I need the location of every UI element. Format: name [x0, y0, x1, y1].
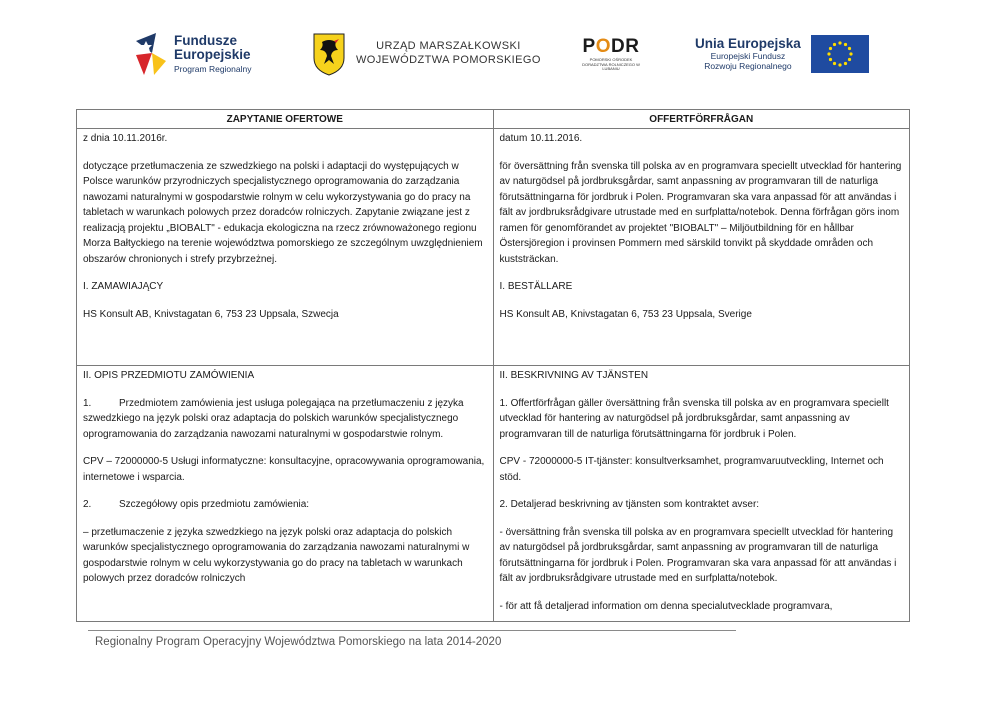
- cell-swedish-intro: [493, 129, 910, 366]
- pl-orderer: HS Konsult AB, Knivstagatan 6, 753 23 Uppsala, Szwecja: [83, 308, 339, 320]
- podr-logo-subtitle: POMORSKI OŚRODEK DORADZTWA ROLNICZEGO W LUBANIU: [582, 56, 640, 72]
- unia-europejska-logo: [695, 26, 869, 82]
- pl-item2-text: Szczegółowy opis przedmiotu zamówienia:: [119, 499, 310, 510]
- pl-section2-title: II. OPIS PRZEDMIOTU ZAMÓWIENIA: [83, 370, 255, 381]
- urzad-marszalkowski-logo: [312, 26, 541, 82]
- pl-item1: [83, 396, 487, 443]
- footer-divider: [88, 630, 736, 631]
- podr-logo-name: PODR: [582, 35, 640, 57]
- fe-logo-line3: Program Regionalny: [174, 64, 252, 75]
- podr-logo: [578, 26, 644, 82]
- cell-polish-body: [77, 366, 494, 622]
- pl-item1-number: 1.: [83, 397, 92, 409]
- sv-item2: 2. Detaljerad beskrivning av tjänsten som kontraktet avser:: [499, 499, 760, 510]
- pl-section1-title: I. ZAMAWIAJĄCY: [83, 281, 164, 292]
- sv-section2-title: II. BESKRIVNING AV TJÄNSTEN: [499, 370, 649, 381]
- ue-logo-line2: Europejski Fundusz: [710, 50, 786, 61]
- sv-item1: 1. Offertförfrågan gäller översättning från svenska till polska av en programvara speciellt utvecklad för hantering av naturgödsel på jordbruksgårdar, samt anpassning av programvaran till de naturliga förutsättningarna för jordbruk i Polen.: [499, 397, 889, 440]
- footer-program-name: Regionalny Program Operacyjny Województwa Pomorskiego na lata 2014-2020: [95, 636, 502, 648]
- sv-item2-detail: - översättning från svenska till polska av en programvara speciellt utvecklad för hantering av naturgödsel på jordbruksgårdar, samt anpassning av programvaran till de naturliga förutsättningarna för jordbruk i Polen. Programvaran ska vara anpassad för att användas i fält av jordbruksrådgivare utrustade med en surfplatta/notebok.: [499, 526, 897, 584]
- um-logo-line1: URZĄD MARSZAŁKOWSKI: [376, 40, 521, 53]
- bilingual-inquiry-table: [76, 109, 910, 622]
- sv-cpv: CPV - 72000000-5 IT-tjänster: konsultverksamhet, programvaruutveckling, Internet och stöd.: [499, 456, 884, 483]
- fe-logo-line2: Europejskie: [174, 47, 251, 63]
- pl-item2: [83, 497, 487, 513]
- sv-date: datum 10.11.2016.: [499, 133, 583, 144]
- pl-date: z dnia 10.11.2016r.: [83, 133, 168, 144]
- pl-item1-text: Przedmiotem zamówienia jest usługa polegająca na przetłumaczeniu z języka szwedzkiego na język polski oraz adaptacja do polskich warunków specjalistycznego oprogramowania do zarządzania nawozami naturalnymi w gospodarstwie rolnym.: [83, 397, 464, 440]
- sv-intro: för översättning från svenska till polska av en programvara speciellt utvecklad för hantering av naturgödsel på jordbruksgårdar, samt anpassning av programvaran till de naturliga förutsättningarna för jordbruk i Polen. Programvaran ska vara anpassad för att användas i fält av jordbruksrådgivare utrustade med en surfplatta/notebok. Denna förfrågan görs inom ramen för genomförandet av projektet "BIOBALT" – Miljöutbildning för en hållbar Östersjöregion i provinsen Pommern med särskild tonvikt på skyddade områden och kuststräckan.: [499, 160, 902, 265]
- ue-logo-line3: Rozwoju Regionalnego: [704, 60, 792, 71]
- pl-cpv: CPV – 72000000-5 Usługi informatyczne: konsultacyjne, opracowywania oprogramowania, internetowe i wsparcia.: [83, 456, 485, 483]
- sv-section1-title: I. BESTÄLLARE: [499, 281, 573, 292]
- pl-intro: dotyczące przetłumaczenia ze szwedzkiego na polski i adaptacji do występujących w Polsce warunków przyrodniczych specjalistycznego oprogramowania do zarządzania nawozami naturalnymi w gospodarstwie rolnym w celu wykorzystywania go do pracy na tabletach w warunkach polowych przez doradców rolniczych. Zapytanie związane jest z realizacją projektu „BIOBALT" - edukacja ekologiczna na rzecz zrównoważonego regionu Morza Bałtyckiego na terenie województwa pomorskiego ze szczególnym uwzględnieniem obszarów chronionych i strefy przybrzeżnej.: [83, 160, 483, 265]
- ue-logo-line1: Unia Europejska: [695, 36, 801, 52]
- um-logo-line2: WOJEWÓDZTWA POMORSKIEGO: [356, 54, 541, 66]
- sv-item3-partial: - för att få detaljerad information om denna specialutvecklade programvara,: [499, 600, 833, 612]
- pl-item2-number: 2.: [83, 499, 92, 510]
- header-polish: ZAPYTANIE OFERTOWE: [77, 110, 494, 129]
- fundusze-europejskie-logo: [134, 26, 251, 82]
- fundusze-europejskie-mark-icon: [134, 31, 168, 77]
- cell-polish-intro: [77, 129, 494, 366]
- header-swedish: OFFERTFÖRFRÅGAN: [493, 110, 910, 129]
- pl-item2-detail: – przetłumaczenie z języka szwedzkiego na język polski oraz adaptacja do polskich warunków specjalistycznego oprogramowania do zarządzania nawozami naturalnymi w gospodarstwie rolnym w celu wykorzystywania go do pracy na tabletach w warunkach polowych przez doradców rolniczych: [83, 526, 470, 584]
- cell-swedish-body: [493, 366, 910, 622]
- pomorskie-crest-icon: [312, 32, 346, 76]
- fe-logo-line1: Fundusze: [174, 32, 237, 48]
- eu-flag-icon: [811, 35, 869, 73]
- logo-strip: [0, 26, 992, 82]
- sv-orderer: HS Konsult AB, Knivstagatan 6, 753 23 Uppsala, Sverige: [499, 308, 752, 320]
